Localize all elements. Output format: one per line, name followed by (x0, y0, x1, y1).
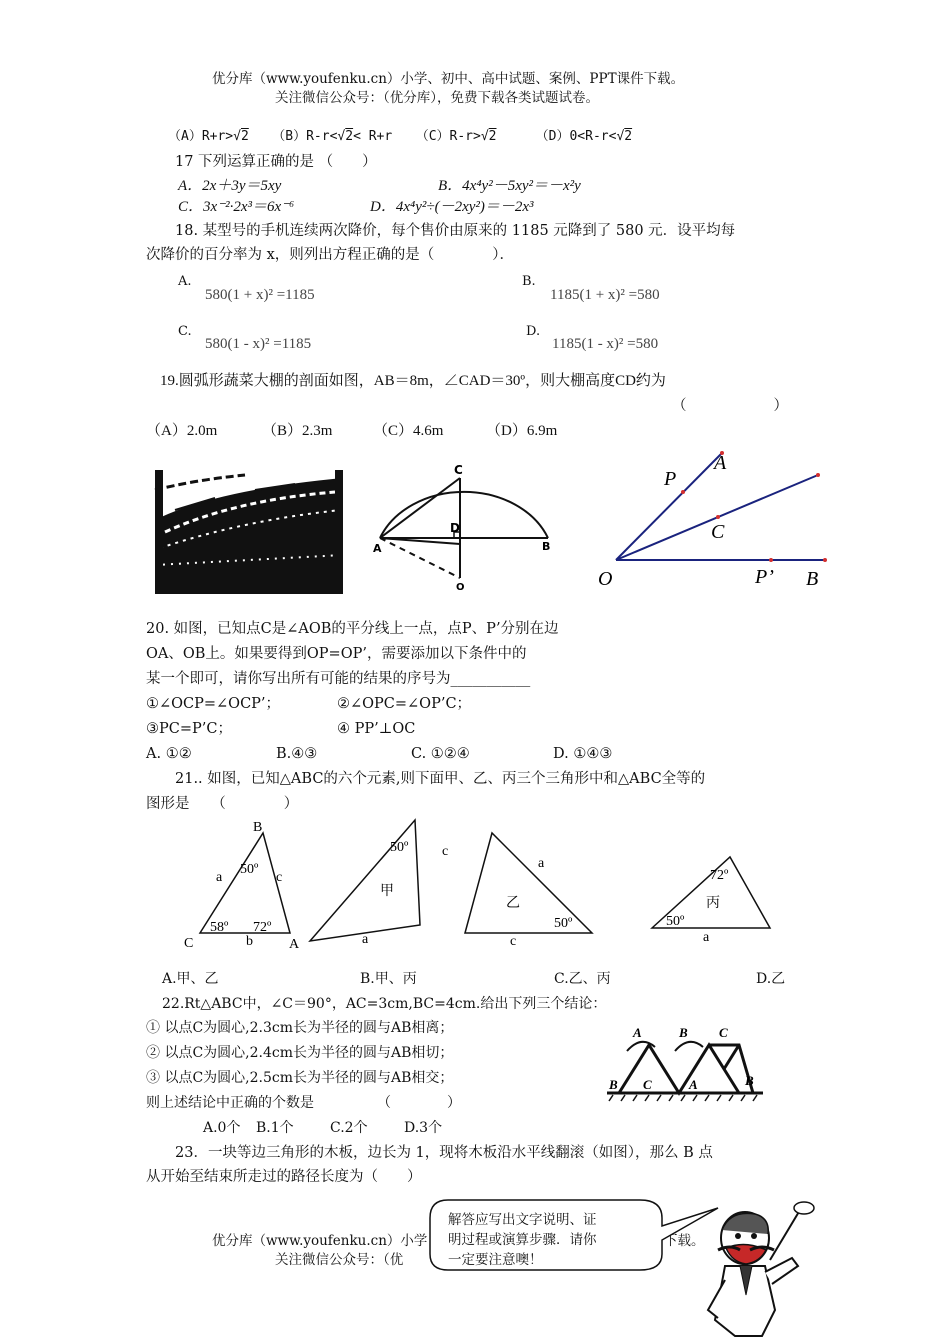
header-line2: 关注微信公众号：（优分库），免费下载各类试题试卷。 (275, 90, 599, 106)
q20-opt4: ④ PP’⊥OC (337, 721, 416, 737)
cartoon-teacher-icon (700, 1200, 835, 1340)
q18-line1: 18. 某型号的手机连续两次降价，每个售价由原来的 1185 元降到了 580 元．设平均每 (175, 223, 736, 239)
q22-statement1: ① 以点C为圆心,2.3cm长为半径的圆与AB相离； (146, 1020, 454, 1036)
sqrt-sign: √2 (480, 129, 497, 144)
rolling-triangle-figure (605, 1025, 765, 1103)
q21-option-c: C.乙、丙 (554, 971, 611, 987)
q18-label-a: A. (178, 274, 192, 289)
q20-option-c: C. ①②④ (411, 746, 470, 762)
header-line1: 优分库（www.youfenku.cn）小学、初中、高中试题、案例、PPT课件下载。 (212, 71, 685, 87)
label-d: D (450, 521, 460, 535)
q19-option-c: （C）4.6m (373, 423, 444, 439)
q18-option-c: 580(1 - x)² =1185 (205, 336, 312, 352)
q19-option-d: （D）6.9m (486, 423, 558, 439)
roll-label-b-right: B (745, 1073, 754, 1088)
q21-line1: 21.. 如图，已知△ABC的六个元素,则下面甲、乙、丙三个三角形中和△ABC全等的 (175, 771, 706, 787)
q18-option-b: 1185(1 + x)² =580 (550, 287, 660, 303)
q18-label-c: C. (178, 324, 192, 339)
q16-option-d: （D）0<R-r< (535, 129, 617, 144)
angle-bisector-diagram (590, 445, 840, 595)
label-p: P (664, 468, 677, 490)
roll-label-b-left: B (609, 1077, 618, 1092)
q18-line2: 次降价的百分率为 x，则列出方程正确的是（ ）． (146, 247, 515, 263)
q21-option-b: B.甲、丙 (360, 971, 417, 987)
label-b: B (542, 540, 551, 553)
q16-option-b: （B）R-r< (272, 129, 338, 144)
bing-side-a: a (703, 930, 710, 945)
label-c: C (711, 521, 725, 543)
roll-label-c-top: C (719, 1025, 728, 1040)
q21-option-a: A.甲、乙 (162, 971, 219, 987)
arc-diagram (370, 460, 560, 593)
bing-name: 丙 (706, 896, 720, 911)
triangles-figure (180, 815, 800, 955)
label-p-prime: P’ (755, 566, 774, 588)
label-o: O (598, 568, 613, 590)
yi-name: 乙 (506, 896, 520, 911)
label-a: A (373, 542, 382, 555)
q17-option-c: C．3x⁻²·2x³＝6x⁻⁶ (178, 199, 295, 215)
tri-side-c: c (276, 870, 283, 885)
q22-option-a: A.0个 (203, 1120, 241, 1136)
q22-option-d: D.3个 (404, 1120, 443, 1136)
q20-line2: OA、OB上。如果要得到OP=OP’，需要添加以下条件中的 (146, 646, 527, 662)
label-b: B (806, 568, 819, 590)
q16-option-a: （A）R+r> (168, 129, 234, 144)
bing-angle-50: 50º (666, 914, 685, 929)
tri-label-c: C (184, 936, 194, 951)
q17-option-a: A．2x＋3y＝5xy (178, 178, 282, 194)
q20-line1: 20. 如图，已知点C是∠AOB的平分线上一点，点P、P’分别在边 (146, 621, 559, 637)
q18-option-a: 580(1 + x)² =1185 (205, 287, 315, 303)
q20-opt3: ③PC=P’C； (146, 721, 232, 737)
q20-line3: 某一个即可，请你写出所有可能的结果的序号为___________ (146, 671, 531, 687)
label-a: A (714, 452, 727, 474)
footer-line1-end: 下载。 (664, 1233, 705, 1249)
footer-line1: 优分库（www.youfenku.cn）小学 (212, 1233, 428, 1249)
q22-statement3: ③ 以点C为圆心,2.5cm长为半径的圆与AB相交； (146, 1070, 454, 1086)
q20-option-d: D. ①④③ (553, 746, 613, 762)
tri-label-b: B (253, 820, 263, 835)
q22-line1: 22.Rt△ABC中，∠C＝90°，AC=3cm,BC=4cm.给出下列三个结论： (162, 996, 607, 1012)
jia-angle: 50º (390, 840, 409, 855)
q18-label-b: B. (522, 274, 536, 289)
q23-line2: 从开始至结束所走过的路径长度为（ ） (146, 1169, 422, 1185)
q17-stem: 17 下列运算正确的是 （ ） (175, 154, 377, 170)
bubble-text: 解答应写出文字说明、证 明过程或演算步骤．请你 一定要注意噢！ (448, 1212, 597, 1268)
sqrt-sign: √2 (337, 129, 354, 144)
q16-options: （A）R+r>√2 （B）R-r<√2< R+r （C）R-r>√2 （D）0<R-r<√2 (168, 129, 633, 144)
tri-side-a: a (216, 870, 223, 885)
tri-angle-c: 58º (210, 920, 229, 935)
q22-option-c: C.2个 (330, 1120, 368, 1136)
q19-paren: （ ） (672, 398, 788, 414)
q19-option-a: （A）2.0m (146, 423, 218, 439)
roll-label-a-top: A (633, 1025, 642, 1040)
q21-line2: 图形是 （ ） (146, 796, 299, 812)
q22-statement2: ② 以点C为圆心,2.4cm长为半径的圆与AB相切； (146, 1045, 454, 1061)
q22-option-b: B.1个 (256, 1120, 294, 1136)
q20-option-a: A. ①② (146, 746, 192, 762)
roll-label-b-top: B (679, 1025, 688, 1040)
tri-angle-b: 50º (240, 862, 259, 877)
jia-name: 甲 (380, 884, 394, 899)
q19-option-b: （B）2.3m (262, 423, 333, 439)
q17-option-b: B．4x⁴y²－5xy²＝－x²y (438, 178, 581, 194)
yi-side-a: a (538, 856, 545, 871)
roll-label-a-bottom: A (689, 1077, 698, 1092)
q18-label-d: D. (526, 324, 541, 339)
tri-label-a: A (289, 937, 300, 952)
q20-opt1: ①∠OCP=∠OCP’； (146, 696, 281, 712)
jia-side-a: a (362, 932, 369, 947)
q21-option-d: D.乙 (756, 971, 786, 987)
bing-angle-72: 72º (710, 868, 729, 883)
yi-angle: 50º (554, 916, 573, 931)
jia-side-c: c (442, 844, 449, 859)
q19-stem: 19.圆弧形蔬菜大棚的剖面如图，AB＝8m，∠CAD＝30º，则大棚高度CD约为 (160, 373, 666, 389)
greenhouse-photo (155, 470, 343, 594)
label-o: O (456, 582, 465, 593)
tri-angle-a: 72º (253, 920, 272, 935)
q22-line4: 则上述结论中正确的个数是 （ ） (146, 1095, 461, 1111)
q23-line1: 23．一块等边三角形的木板，边长为 1，现将木板沿水平线翻滚（如图），那么 B 点 (175, 1145, 713, 1161)
q17-option-d: D．4x⁴y²÷(－2xy²)＝－2x³ (370, 199, 534, 215)
q16-option-c: （C）R-r> (415, 129, 481, 144)
q18-option-d: 1185(1 - x)² =580 (552, 336, 659, 352)
roll-label-c-bottom: C (643, 1077, 652, 1092)
yi-side-c: c (510, 934, 517, 949)
sqrt-sign: √2 (233, 129, 249, 144)
q20-opt2: ②∠OPC=∠OP’C； (337, 696, 472, 712)
footer-line2: 关注微信公众号：（优 (275, 1252, 404, 1268)
tri-side-b: b (246, 934, 253, 949)
q20-option-b: B.④③ (276, 746, 318, 762)
label-c: C (454, 463, 463, 477)
sqrt-sign: √2 (616, 129, 633, 144)
